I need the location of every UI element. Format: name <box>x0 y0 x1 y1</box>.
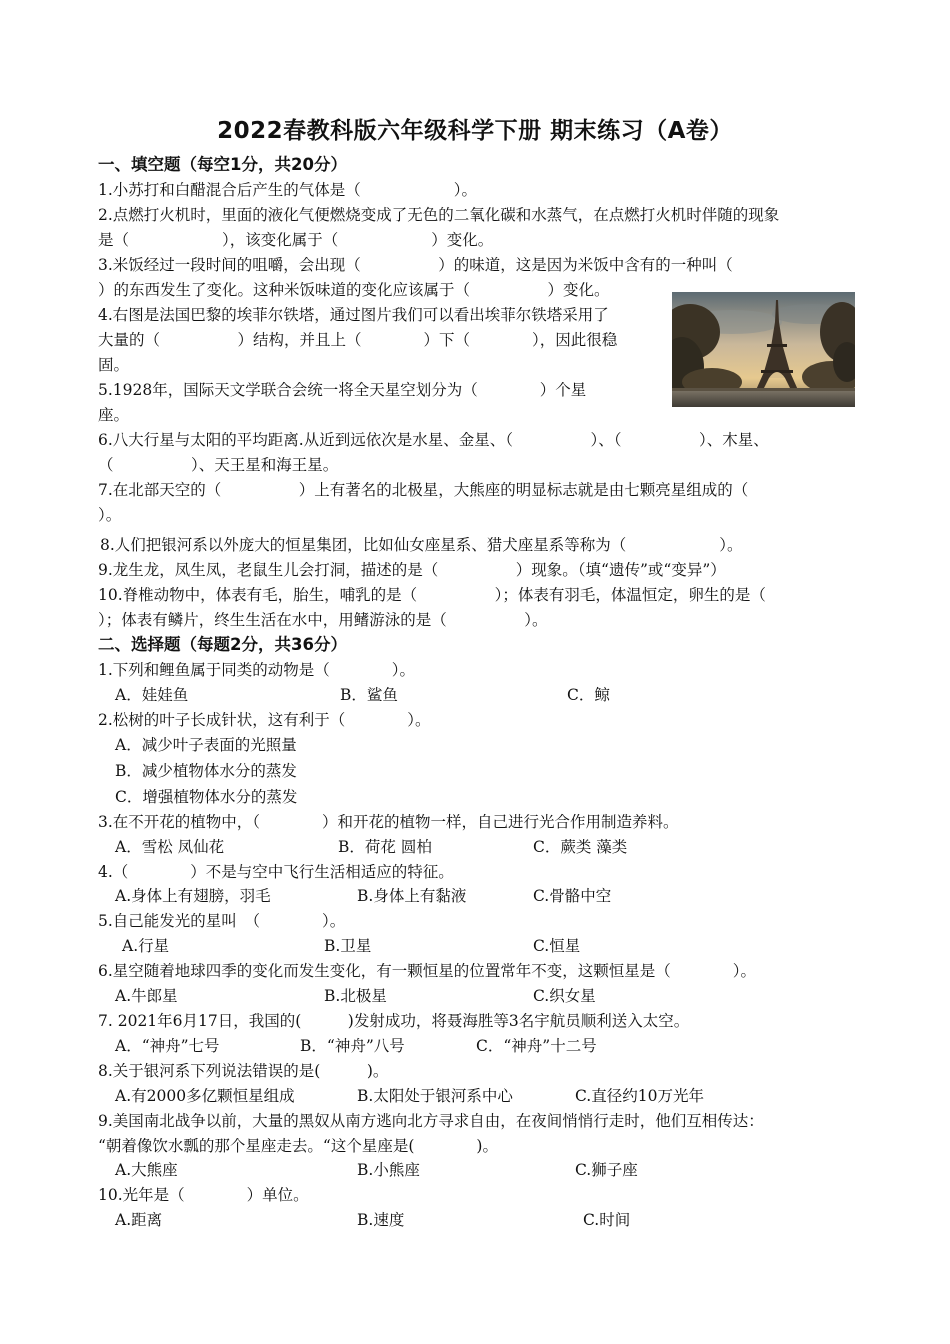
question-line: ）；体表有鳞片，终生生活在水中，用鳍游泳的是（ ）。 <box>98 611 548 629</box>
option-a: A.牛郎星 <box>115 987 178 1005</box>
option-c: C.恒星 <box>533 937 581 955</box>
question-line: 固。 <box>98 356 130 374</box>
option-a: A．“神舟”七号 <box>115 1037 220 1055</box>
eiffel-tower-image <box>672 292 855 407</box>
question-line: 7.在北部天空的（ ）上有著名的北极星，大熊座的明显标志就是由七颗亮星组成的（ <box>98 481 749 499</box>
question-line: 4.右图是法国巴黎的埃菲尔铁塔，通过图片我们可以看出埃菲尔铁塔采用了 <box>98 306 609 324</box>
option-a: A.行星 <box>122 937 170 955</box>
option-a: A.有2000多亿颗恒星组成 <box>115 1087 295 1105</box>
question-line: 座。 <box>98 406 130 424</box>
option-c: C.织女星 <box>533 987 596 1005</box>
question-stem: 8.关于银河系下列说法错误的是( )。 <box>98 1062 389 1080</box>
question-line: 2.点燃打火机时，里面的液化气便燃烧变成了无色的二氧化碳和水蒸气，在点燃打火机时伴随的现象 <box>98 206 780 224</box>
option-b: B．减少植物体水分的蒸发 <box>115 762 297 780</box>
question-stem: 4.（ ）不是与空中飞行生活相适应的特征。 <box>98 863 454 881</box>
question-line: （ ）、天王星和海王星。 <box>98 456 339 474</box>
question-line: ）的东西发生了变化。这种米饭味道的变化应该属于（ ）变化。 <box>98 281 610 299</box>
page-title: 2022春教科版六年级科学下册 期末练习（A卷） <box>217 118 733 144</box>
question-stem: 10.光年是（ ）单位。 <box>98 1186 309 1204</box>
question-line: 10.脊椎动物中，体表有毛，胎生，哺乳的是（ ）；体表有羽毛，体温恒定，卵生的是（ <box>98 586 766 604</box>
option-b: B．荷花 圆柏 <box>338 838 432 856</box>
option-c: C.骨骼中空 <box>533 887 612 905</box>
question-line: 是（ ），该变化属于（ ）变化。 <box>98 231 494 249</box>
option-c: C.直径约10万光年 <box>575 1087 704 1105</box>
option-c: C．鲸 <box>567 686 610 704</box>
option-a: A．减少叶子表面的光照量 <box>115 736 297 754</box>
option-b: B.速度 <box>357 1211 405 1229</box>
option-b: B.身体上有黏液 <box>357 887 467 905</box>
option-c: C．“神舟”十二号 <box>476 1037 597 1055</box>
section-heading-multiple-choice: 二、选择题（每题2分，共36分） <box>98 635 347 654</box>
option-a: A.距离 <box>115 1211 163 1229</box>
question-stem: 5.自己能发光的星叫 （ ）。 <box>98 912 346 930</box>
option-c: C．增强植物体水分的蒸发 <box>115 788 298 806</box>
option-c: C.狮子座 <box>575 1161 638 1179</box>
question-line: 8.人们把银河系以外庞大的恒星集团，比如仙女座星系、猎犬座星系等称为（ ）。 <box>100 536 743 554</box>
question-stem: 9.美国南北战争以前，大量的黑奴从南方逃向北方寻求自由，在夜间悄悄行走时，他们互相传达： <box>98 1112 764 1130</box>
option-c: C．蕨类 藻类 <box>533 838 628 856</box>
question-line: 大量的（ ）结构，并且上（ ）下（ ），因此很稳 <box>98 331 618 349</box>
question-line: 6.八大行星与太阳的平均距离.从近到远依次是水星、金星、（ ）、（ ）、木星、 <box>98 431 769 449</box>
option-b: B．鲨鱼 <box>340 686 398 704</box>
option-a: A．雪松 凤仙花 <box>115 838 225 856</box>
question-stem-continued: “朝着像饮水瓢的那个星座走去。“这个星座是( )。 <box>98 1137 498 1155</box>
option-a: A.身体上有翅膀，羽毛 <box>115 887 271 905</box>
option-a: A.大熊座 <box>115 1161 178 1179</box>
option-b: B.太阳处于银河系中心 <box>357 1087 513 1105</box>
option-b: B．“神舟”八号 <box>300 1037 405 1055</box>
option-a: A．娃娃鱼 <box>115 686 189 704</box>
option-c: C.时间 <box>583 1211 631 1229</box>
option-b: B.小熊座 <box>357 1161 420 1179</box>
question-stem: 1.下列和鲤鱼属于同类的动物是（ ）。 <box>98 661 416 679</box>
question-line: 9.龙生龙，凤生凤，老鼠生儿会打洞，描述的是（ ）现象。（填“遗传”或“变异”） <box>98 561 726 579</box>
section-heading-fill-blank: 一、填空题（每空1分，共20分） <box>98 155 347 174</box>
question-stem: 6.星空随着地球四季的变化而发生变化，有一颗恒星的位置常年不变，这颗恒星是（ ）。 <box>98 962 757 980</box>
question-line: 1.小苏打和白醋混合后产生的气体是（ ）。 <box>98 181 478 199</box>
question-line: ）。 <box>98 506 122 524</box>
question-stem: 3.在不开花的植物中，（ ）和开花的植物一样，自己进行光合作用制造养料。 <box>98 813 679 831</box>
question-line: 5.1928年，国际天文学联合会统一将全天星空划分为（ ）个星 <box>98 381 587 399</box>
question-stem: 2.松树的叶子长成针状，这有利于（ ）。 <box>98 711 431 729</box>
option-b: B.卫星 <box>324 937 372 955</box>
question-line: 3.米饭经过一段时间的咀嚼，会出现（ ）的味道，这是因为米饭中含有的一种叫（ <box>98 256 733 274</box>
question-stem: 7. 2021年6月17日，我国的( )发射成功，将聂海胜等3名宇航员顺利送入太空。 <box>98 1012 690 1030</box>
option-b: B.北极星 <box>324 987 387 1005</box>
